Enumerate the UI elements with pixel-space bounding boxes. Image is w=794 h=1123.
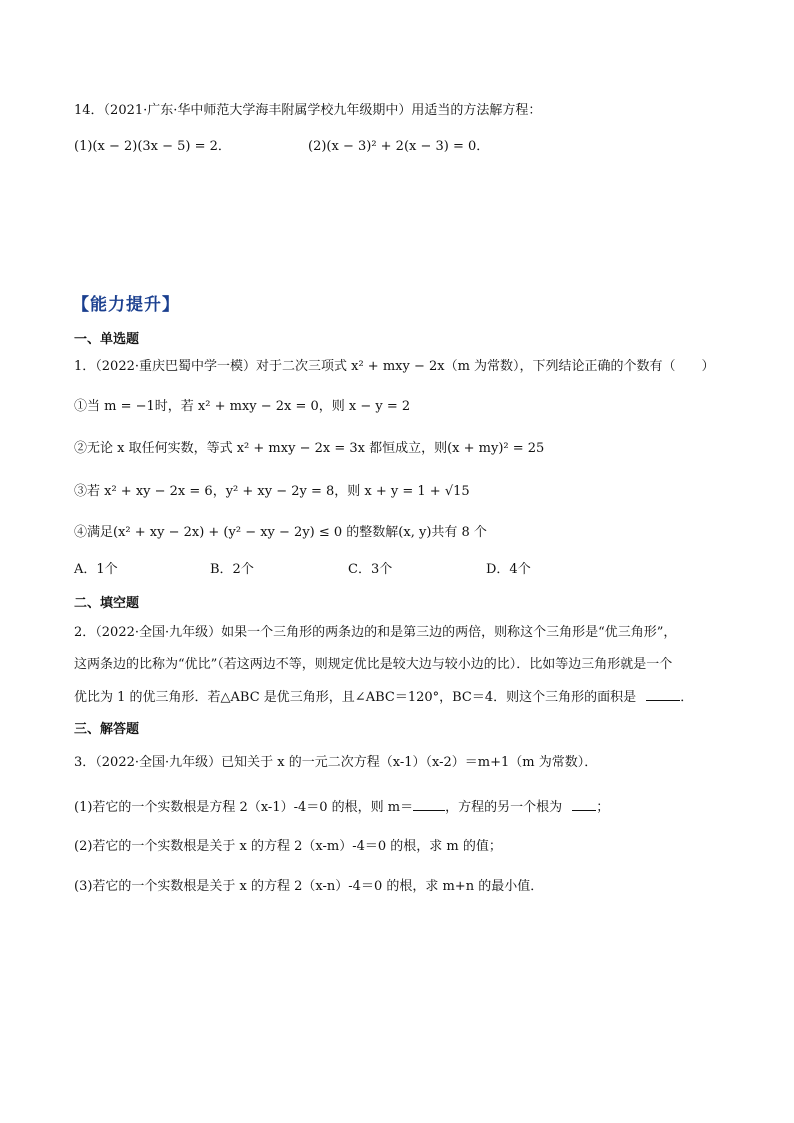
- q3-part1-text-a: (1)若它的一个实数根是方程 2（x-1）-4＝0 的根，则 m＝: [74, 800, 414, 815]
- q3-part1-text-c: ；: [596, 800, 610, 815]
- choice-a[interactable]: A．1个: [74, 562, 118, 577]
- q2-line-3-end: ．: [680, 690, 694, 705]
- q14-intro: 14．（2021·广东·华中师范大学海丰附属学校九年级期中）用适当的方法解方程：: [74, 103, 542, 118]
- q3-intro: 3．（2022·全国·九年级）已知关于 x 的一元二次方程（x-1）（x-2）＝m+1（m 为常数）．: [74, 755, 598, 770]
- q1-statement-2: ②无论 x 取任何实数，等式 x² + mxy − 2x = 3x 都恒成立，则(x + my)² = 25: [74, 441, 545, 456]
- single-choice-heading: 一、单选题: [74, 332, 140, 347]
- choice-d[interactable]: D．4个: [486, 562, 531, 577]
- q2-line-1: 2．（2022·全国·九年级）如果一个三角形的两条边的和是第三边的两倍，则称这个三角形是“优三角形”，: [74, 625, 677, 640]
- q3-m-blank[interactable]: [413, 798, 445, 811]
- solution-heading: 三、解答题: [74, 722, 140, 737]
- q14-part1: (1)(x − 2)(3x − 5) = 2．: [74, 139, 231, 154]
- q1-statement-1: ①当 m = −1时，若 x² + mxy − 2x = 0，则 x − y = 2: [74, 399, 411, 414]
- q1-statement-3: ③若 x² + xy − 2x = 6，y² + xy − 2y = 8，则 x + y = 1 + √15: [74, 484, 470, 499]
- q3-part1: [74, 798, 609, 817]
- q2-answer-blank[interactable]: [646, 688, 680, 701]
- q3-root-blank[interactable]: [572, 798, 596, 811]
- fill-blank-heading: 二、填空题: [74, 596, 140, 611]
- q14-part2: (2)(x − 3)² + 2(x − 3) = 0．: [308, 139, 490, 154]
- q2-line-3-text: 优比为 1 的优三角形．若△ABC 是优三角形，且∠ABC＝120°，BC＝4．则这个三角形的面积是: [74, 690, 637, 705]
- q1-statement-4: ④满足(x² + xy − 2x) + (y² − xy − 2y) ≤ 0 的整数解(x, y)共有 8 个: [74, 525, 487, 540]
- q1-intro: 1．（2022·重庆巴蜀中学一模）对于二次三项式 x² + mxy − 2x（m 为常数），下列结论正确的个数有（ ）: [74, 359, 715, 374]
- q3-part1-text-b: ，方程的另一个根为: [445, 800, 563, 815]
- q3-part2: (2)若它的一个实数根是关于 x 的方程 2（x-m）-4＝0 的根，求 m 的值；: [74, 839, 502, 854]
- q3-part3: (3)若它的一个实数根是关于 x 的方程 2（x-n）-4＝0 的根，求 m+n 的最小值．: [74, 879, 544, 894]
- section-title: 【能力提升】: [72, 295, 180, 315]
- q2-line-3: [74, 688, 693, 707]
- q2-line-2: 这两条边的比称为“优比”（若这两边不等，则规定优比是较大边与较小边的比）．比如等边三角形就是一个: [74, 657, 673, 672]
- choice-b[interactable]: B．2个: [210, 562, 254, 577]
- choice-c[interactable]: C．3个: [348, 562, 393, 577]
